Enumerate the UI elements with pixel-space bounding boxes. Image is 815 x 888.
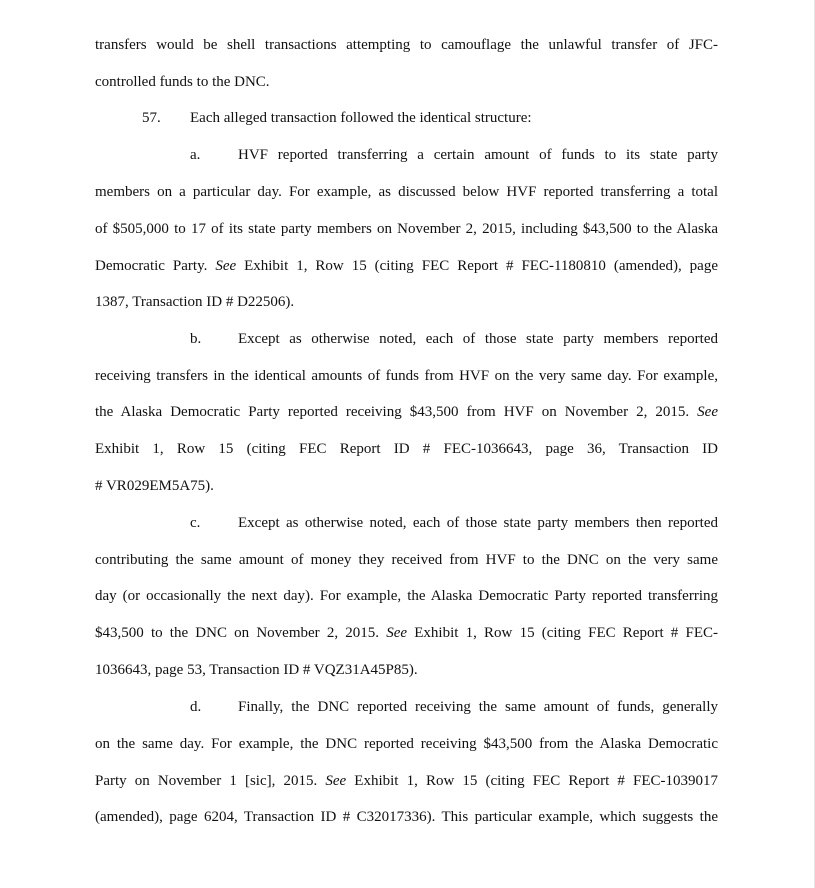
body-text-line: (amended), page 6204, Transaction ID # C32017336). This particular example, which suggests the	[95, 809, 718, 825]
body-text-line: # VR029EM5A75).	[95, 478, 214, 494]
paragraph-lead-text: Each alleged transaction followed the identical structure:	[190, 110, 532, 126]
body-text-line: contributing the same amount of money they received from HVF to the DNC on the very same	[95, 552, 718, 568]
subparagraph-letter: b.	[190, 331, 202, 347]
subparagraph-lead-text: Except as otherwise noted, each of those state party members reported	[238, 331, 718, 347]
body-text-line: of $505,000 to 17 of its state party members on November 2, 2015, including $43,500 to the Alaska	[95, 221, 718, 237]
subparagraph-letter: c.	[190, 515, 201, 531]
subparagraph-letter: d.	[190, 699, 202, 715]
body-text-line	[95, 402, 718, 422]
paragraph-number: 57.	[142, 110, 161, 126]
text-segment: Exhibit 1, Row 15 (citing FEC Report # FEC-1180810 (amended), page	[236, 258, 718, 274]
text-segment: $43,500 to the DNC on November 2, 2015.	[95, 625, 387, 641]
body-text-line: transfers would be shell transactions attempting to camouflage the unlawful transfer of JFC-	[95, 37, 718, 53]
text-segment: Exhibit 1, Row 15 (citing FEC Report # FEC-1039017	[346, 773, 718, 789]
subparagraph-lead-text: Finally, the DNC reported receiving the same amount of funds, generally	[238, 699, 718, 715]
subparagraph-letter: a.	[190, 147, 201, 163]
subparagraph-lead-text: Except as otherwise noted, each of those state party members then reported	[238, 515, 718, 531]
body-text-line: receiving transfers in the identical amounts of funds from HVF on the very same day. For example,	[95, 368, 718, 384]
text-segment: Democratic Party.	[95, 258, 216, 274]
subparagraph-lead-text: HVF reported transferring a certain amount of funds to its state party	[238, 147, 718, 163]
body-text-line: day (or occasionally the next day). For example, the Alaska Democratic Party reported transferring	[95, 588, 718, 604]
citation-signal: See	[697, 404, 718, 420]
text-segment: the Alaska Democratic Party reported receiving $43,500 from HVF on November 2, 2015.	[95, 404, 698, 420]
text-segment: Party on November 1 [sic], 2015.	[95, 773, 326, 789]
body-text-line: members on a particular day. For example, as discussed below HVF reported transferring a total	[95, 184, 718, 200]
body-text-line: 1387, Transaction ID # D22506).	[95, 294, 295, 310]
citation-signal: See	[386, 625, 408, 641]
body-text-line	[95, 771, 718, 791]
body-text-line: Exhibit 1, Row 15 (citing FEC Report ID # FEC-1036643, page 36, Transaction ID	[95, 441, 718, 457]
body-text-line	[95, 256, 718, 276]
citation-signal: See	[215, 258, 237, 274]
body-text-line: on the same day. For example, the DNC reported receiving $43,500 from the Alaska Democratic	[95, 736, 718, 752]
body-text-line	[95, 623, 718, 643]
text-segment: Exhibit 1, Row 15 (citing FEC Report # FEC-	[407, 625, 718, 641]
body-text-line: controlled funds to the DNC.	[95, 74, 270, 90]
citation-signal: See	[325, 773, 347, 789]
body-text-line: 1036643, page 53, Transaction ID # VQZ31A45P85).	[95, 662, 418, 678]
